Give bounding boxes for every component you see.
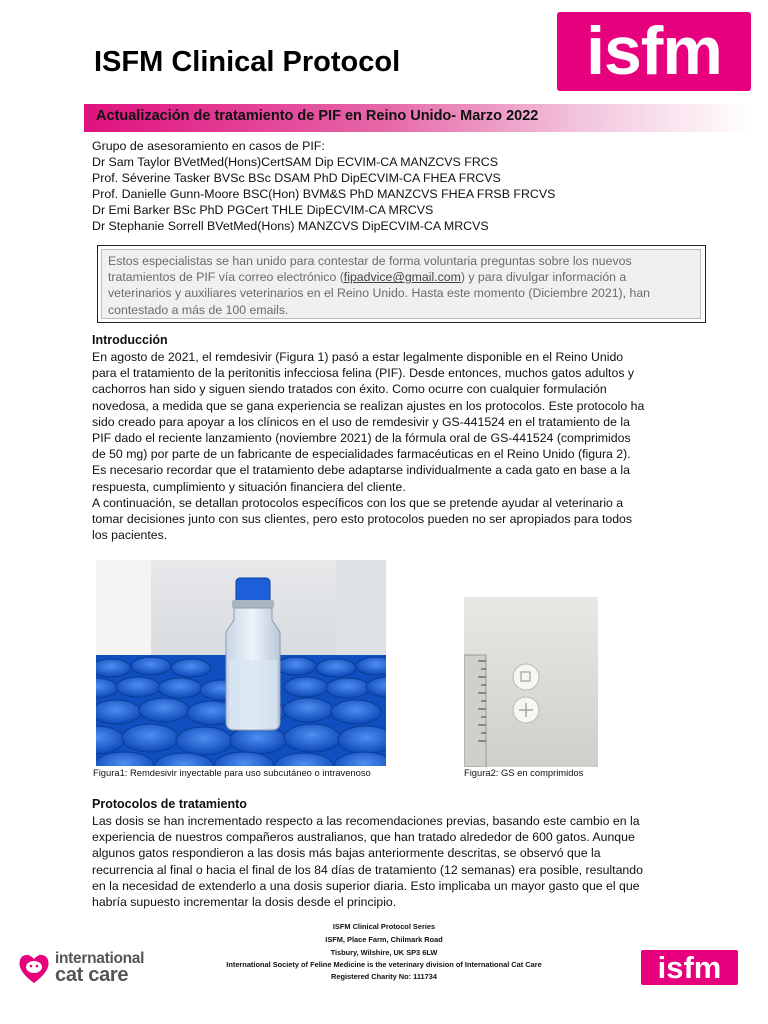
banner-title: Actualización de tratamiento de PIF en Reino Unido- Marzo 2022 bbox=[96, 108, 539, 124]
protocols-line: habría supuesto incrementar la dosis desde el principio. bbox=[92, 895, 397, 910]
notice-box bbox=[101, 249, 701, 319]
cat-care-logo-line2: cat care bbox=[55, 964, 129, 986]
intro-heading: Introducción bbox=[92, 333, 168, 347]
advisor-line: Dr Sam Taylor BVetMed(Hons)CertSAM Dip ECVIM-CA MANZCVS FRCS bbox=[92, 155, 498, 169]
protocols-heading: Protocolos de tratamiento bbox=[92, 797, 247, 811]
advisors-heading: Grupo de asesoramiento en casos de PIF: bbox=[92, 139, 325, 153]
intro-line: para el tratamiento de la peritonitis infecciosa felina (PIF). Desde entonces, muchos gatos adultos y bbox=[92, 366, 635, 381]
protocols-line: Las dosis se han incrementado respecto a las recomendaciones previas, basando este cambio en la bbox=[92, 814, 640, 828]
tablets-photo-illustration bbox=[464, 597, 598, 767]
intro-line: cachorros han sido y siguen siendo tratados con éxito. Como ocurre con cualquier formulación bbox=[92, 382, 607, 397]
notice-line: veterinarios y auxiliares veterinarios en el Reino Unido. Hasta este momento (Diciembre 2021), han bbox=[108, 286, 651, 301]
protocols-line: experiencia de nuestros compañeros australianos, que han tratado alrededor de 600 gatos. Aunque bbox=[92, 830, 635, 845]
cat-heart-icon bbox=[16, 950, 52, 986]
notice-line: contestado a más de 100 emails. bbox=[108, 302, 289, 317]
intro-line: sido creado para apoyar a los clínicos en el uso de remdesivir y GS-441524 en el tratamiento de la bbox=[92, 414, 630, 429]
figure-1-remdesivir-photo bbox=[96, 560, 386, 766]
footer-line: ISFM, Place Farm, Chilmark Road bbox=[325, 935, 443, 944]
advisor-line: Prof. Séverine Tasker BVSc BSc DSAM PhD DipECVIM-CA FHEA FRCVS bbox=[92, 171, 501, 185]
isfm-logo-footer: isfm bbox=[641, 950, 738, 985]
figure-1-caption: Figura1: Remdesivir inyectable para uso subcutáneo o intravenoso bbox=[93, 767, 371, 778]
cat-care-logo-icon bbox=[16, 950, 52, 986]
footer-line: Tisbury, Wilshire, UK SP3 6LW bbox=[330, 948, 438, 957]
intro-line: los pacientes. bbox=[92, 528, 168, 543]
intro-line: novedosa, a medida que se gana experiencia se realizan ajustes en los protocolos. Este protocolo ha bbox=[92, 398, 645, 413]
protocols-line: en la necesidad de extenderlo a una dosis superior diaria. Esto implicaba un mayor gasto que el que bbox=[92, 878, 640, 893]
intro-line: de 50 mg) por parte de un fabricante de especialidades farmacéuticas en el Reino Unido (figura 2). bbox=[92, 447, 631, 462]
document-title: ISFM Clinical Protocol bbox=[94, 46, 401, 78]
advisor-line: Dr Stephanie Sorrell BVetMed(Hons) MANZCVS DipECVIM-CA MRCVS bbox=[92, 219, 489, 233]
notice-text: ) y para divulgar información a bbox=[460, 270, 627, 285]
advisor-line: Dr Emi Barker BSc PhD PGCert THLE DipECVIM-CA MRCVS bbox=[92, 203, 434, 217]
cat-care-logo-line1: international bbox=[55, 950, 145, 967]
intro-body bbox=[92, 349, 644, 543]
isfm-logo: isfm bbox=[557, 12, 751, 91]
intro-line: Es necesario recordar que el tratamiento debe adaptarse individualmente a cada gato en base a la bbox=[92, 463, 630, 478]
intro-line: A continuación, se detallan protocolos específicos con los que se pretende ayudar al veterinario a bbox=[92, 495, 624, 510]
protocols-body bbox=[92, 813, 643, 910]
intro-line: PIF dado el reciente lanzamiento (noviembre 2021) de la fórmula oral de GS-441524 (comprimidos bbox=[92, 431, 631, 446]
notice-line bbox=[108, 269, 694, 285]
notice-line: Estos especialistas se han unido para contestar de forma voluntaria preguntas sobre los nuevos bbox=[108, 254, 632, 268]
footer-line: Registered Charity No: 111734 bbox=[331, 972, 437, 981]
footer-line: ISFM Clinical Protocol Series bbox=[332, 922, 436, 931]
figure-2-tablets-photo bbox=[464, 597, 598, 767]
email-link[interactable]: fipadvice@gmail.com bbox=[343, 270, 461, 285]
figure-2-caption: Figura2: GS en comprimidos bbox=[464, 767, 584, 778]
vial-photo-illustration bbox=[96, 560, 386, 766]
footer-line: International Society of Feline Medicine is the veterinary division of International Cat Care bbox=[226, 960, 542, 969]
notice-text: tratamientos de PIF vía correo electrónico ( bbox=[108, 270, 344, 285]
advisor-line: Prof. Danielle Gunn-Moore BSC(Hon) BVM&S PhD MANZCVS FHEA FRSB FRCVS bbox=[92, 187, 556, 201]
intro-line: tomar decisiones junto con sus clientes, pero esto protocolos pueden no ser apropiados para todos bbox=[92, 512, 633, 527]
intro-line: En agosto de 2021, el remdesivir (Figura 1) pasó a estar legalmente disponible en el Reino Unido bbox=[92, 350, 624, 364]
protocols-line: recurrencia al final o hacia el final de los 84 días de tratamiento (12 semanas) era posible, resultando bbox=[92, 862, 643, 877]
protocols-line: algunos gatos respondieron a las dosis más bajas anteriormente descritas, se observó que la bbox=[92, 846, 601, 861]
intro-line: respuesta, cumplimiento y situación financiera del cliente. bbox=[92, 479, 406, 494]
